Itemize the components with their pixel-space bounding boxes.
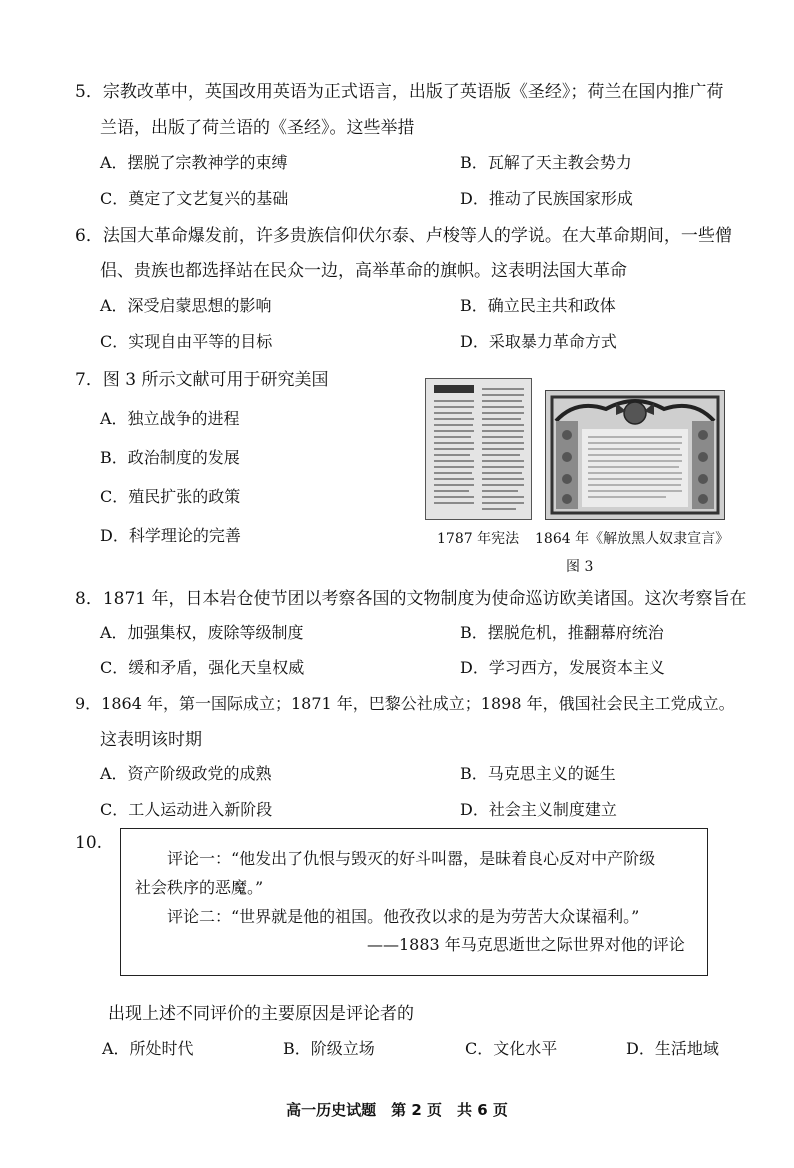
q8-option-a: A．加强集权，废除等级制度	[100, 623, 304, 642]
q10-option-a: A．所处时代	[102, 1039, 194, 1058]
comment-one-line1: 评论一：“他发出了仇恨与毁灭的好斗叫嚣，是昧着良心反对中产阶级	[167, 849, 656, 868]
q9-option-b: B．马克思主义的诞生	[460, 764, 616, 783]
q10-quote-box	[120, 828, 708, 976]
q10-number: 10.	[75, 833, 103, 853]
q9-option-d: D．社会主义制度建立	[460, 800, 617, 819]
q7-option-a: A．独立战争的进程	[100, 409, 240, 428]
q9-stem-line1: 9．1864 年，第一国际成立；1871 年，巴黎公社成立；1898 年，俄国社会民主工党成立。	[75, 694, 735, 713]
q8-option-b: B．摆脱危机，推翻幕府统治	[460, 623, 664, 642]
comment-two: 评论二：“世界就是他的祖国。他孜孜以求的是为劳苦大众谋福利。”	[167, 907, 640, 926]
caption-proclamation: 1864 年《解放黑人奴隶宣言》	[535, 531, 730, 547]
figure-label: 图 3	[566, 559, 594, 575]
q5-stem-line1: 5．宗教改革中，英国改用英语为正式语言，出版了英语版《圣经》；荷兰在国内推广荷	[75, 82, 724, 102]
q5-option-a: A．摆脱了宗教神学的束缚	[100, 153, 288, 172]
figure-3	[425, 378, 730, 578]
q9-option-a: A．资产阶级政党的成熟	[100, 764, 272, 783]
q5-option-b: B．瓦解了天主教会势力	[460, 153, 632, 172]
q9-option-c: C．工人运动进入新阶段	[100, 800, 273, 819]
page-footer: 高一历史试题 第 2 页 共 6 页	[286, 1101, 508, 1119]
q10-option-d: D．生活地域	[626, 1039, 719, 1058]
q6-option-d: D．采取暴力革命方式	[460, 332, 617, 351]
constitution-1787-image	[425, 378, 532, 520]
q8-stem-line1: 8．1871 年，日本岩仓使节团以考察各国的文物制度为使命巡访欧美诸国。这次考察旨在	[75, 589, 747, 609]
comment-source: ——1883 年马克思逝世之际世界对他的评论	[367, 935, 685, 954]
q7-stem-line1: 7．图 3 所示文献可用于研究美国	[75, 370, 329, 390]
q10-question: 出现上述不同评价的主要原因是评论者的	[108, 1004, 414, 1024]
q7-option-c: C．殖民扩张的政策	[100, 487, 241, 506]
q5-option-c: C．奠定了文艺复兴的基础	[100, 189, 289, 208]
q6-stem-line1: 6．法国大革命爆发前，许多贵族信仰伏尔泰、卢梭等人的学说。在大革命期间，一些僧	[75, 226, 732, 246]
emancipation-proclamation-image	[545, 390, 725, 520]
q6-option-c: C．实现自由平等的目标	[100, 332, 273, 351]
q6-stem-line2: 侣、贵族也都选择站在民众一边，高举革命的旗帜。这表明法国大革命	[100, 261, 627, 281]
q10-option-c: C．文化水平	[465, 1039, 558, 1058]
q5-stem-line2: 兰语，出版了荷兰语的《圣经》。这些举措	[100, 118, 415, 138]
q8-option-d: D．学习西方，发展资本主义	[460, 658, 665, 677]
q7-option-b: B．政治制度的发展	[100, 448, 240, 467]
q8-option-c: C．缓和矛盾，强化天皇权威	[100, 658, 305, 677]
q5-option-d: D．推动了民族国家形成	[460, 189, 633, 208]
constitution-document-illustration	[426, 379, 531, 519]
q6-option-a: A．深受启蒙思想的影响	[100, 296, 272, 315]
proclamation-document-illustration	[546, 391, 724, 519]
caption-constitution: 1787 年宪法	[437, 531, 520, 547]
q7-option-d: D．科学理论的完善	[100, 526, 241, 545]
q6-option-b: B．确立民主共和政体	[460, 296, 616, 315]
q9-stem-line2: 这表明该时期	[100, 730, 202, 750]
comment-one-line2: 社会秩序的恶魔。”	[135, 878, 264, 897]
q10-option-b: B．阶级立场	[283, 1039, 375, 1058]
